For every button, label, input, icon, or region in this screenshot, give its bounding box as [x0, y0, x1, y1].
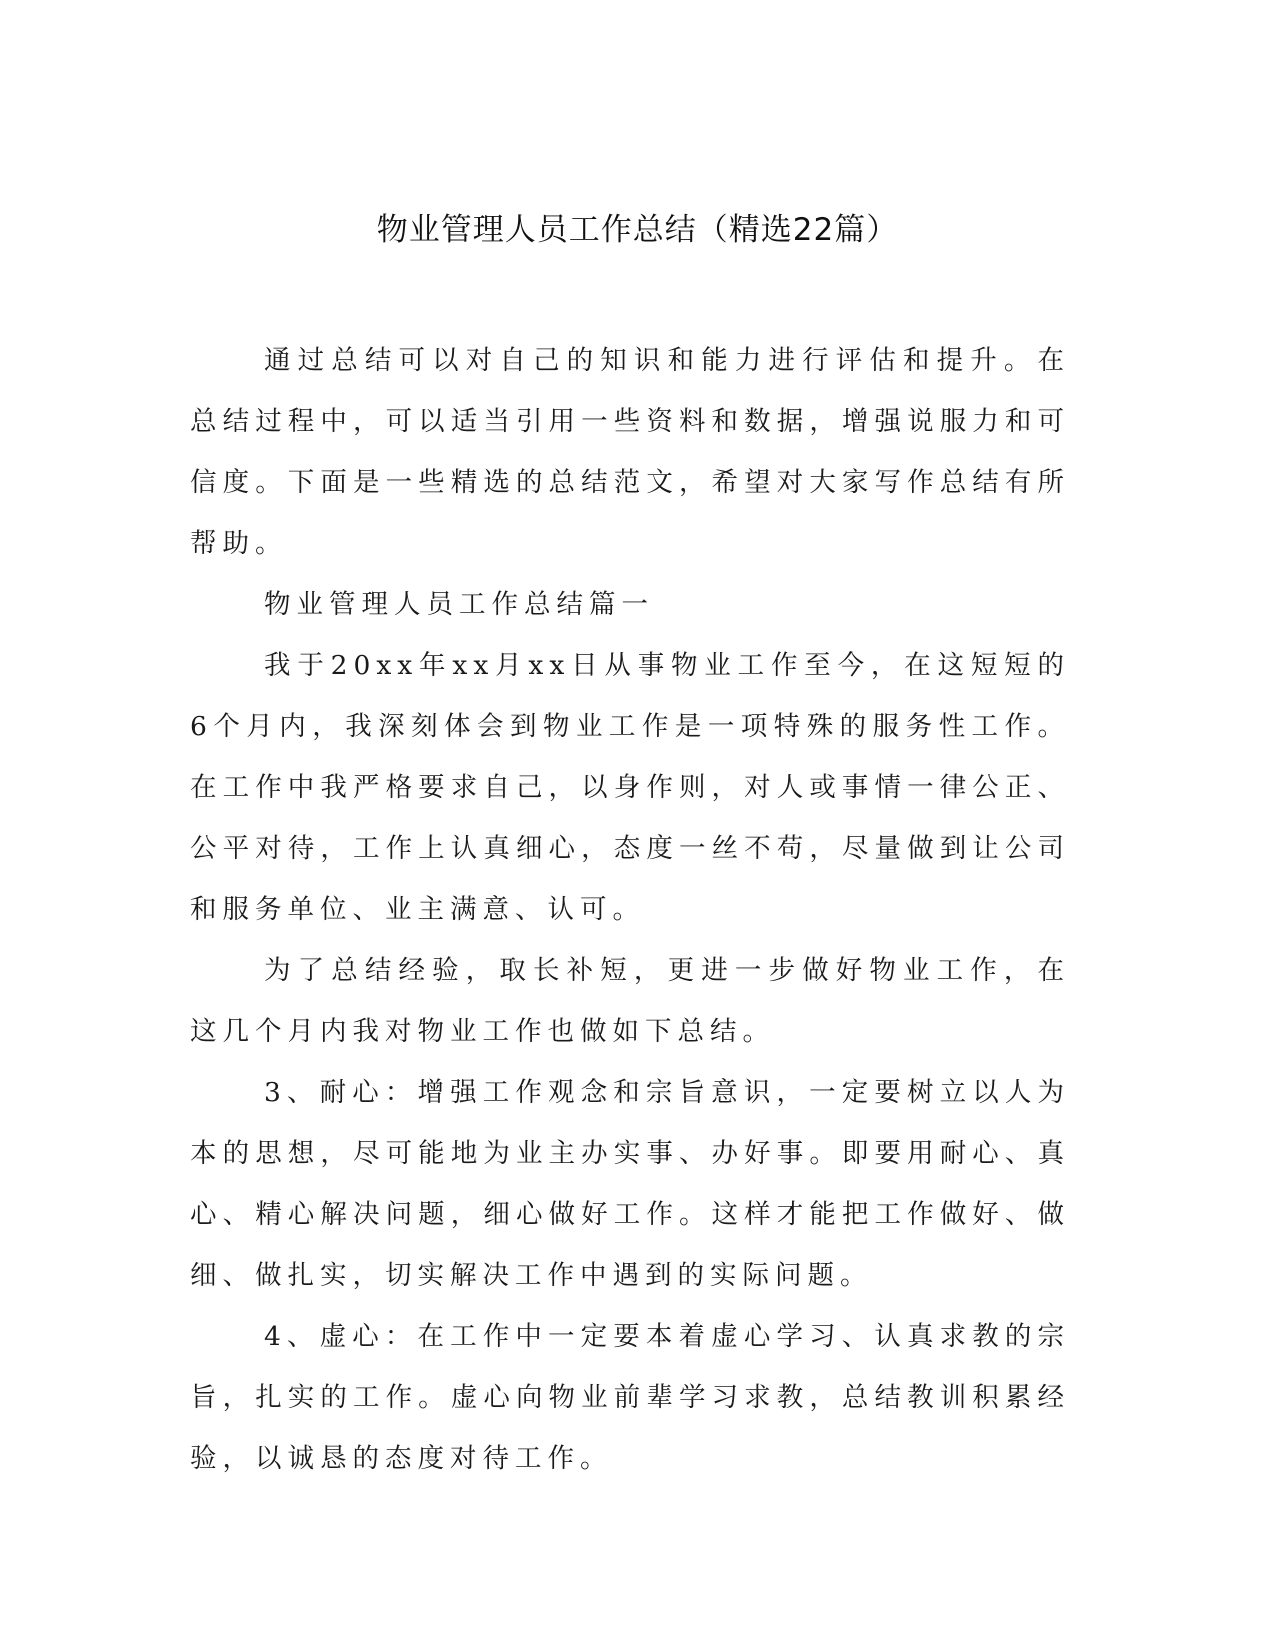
paragraph-summary-intro: 为了总结经验，取长补短，更进一步做好物业工作，在这几个月内我对物业工作也做如下总结。 — [190, 955, 1070, 1047]
paragraph-patience: 3、耐心：增强工作观念和宗旨意识，一定要树立以人为本的思想，尽可能地为业主办实事、办好事。即要用耐心、真心、精心解决问题，细心做好工作。这样才能把工作做好、做细、做扎实，切实解决工作中遇到的实际问题。 — [190, 1077, 1070, 1291]
paragraph-intro: 通过总结可以对自己的知识和能力进行评估和提升。在总结过程中，可以适当引用一些资料和数据，增强说服力和可信度。下面是一些精选的总结范文，希望对大家写作总结有所帮助。 — [190, 345, 1070, 559]
document-title: 物业管理人员工作总结（精选22篇） — [376, 212, 899, 248]
document-body — [190, 330, 1070, 1489]
paragraph-modesty: 4、虚心：在工作中一定要本着虚心学习、认真求教的宗旨，扎实的工作。虚心向物业前辈学习求教，总结教训积累经验，以诚恳的态度对待工作。 — [190, 1321, 1070, 1474]
section-heading: 物业管理人员工作总结篇一 — [264, 589, 654, 620]
paragraph-experience: 我于20xx年xx月xx日从事物业工作至今，在这短短的6个月内，我深刻体会到物业工作是一项特殊的服务性工作。在工作中我严格要求自己，以身作则，对人或事情一律公正、公平对待，工作上认真细心，态度一丝不苟，尽量做到让公司和服务单位、业主满意、认可。 — [190, 650, 1070, 925]
